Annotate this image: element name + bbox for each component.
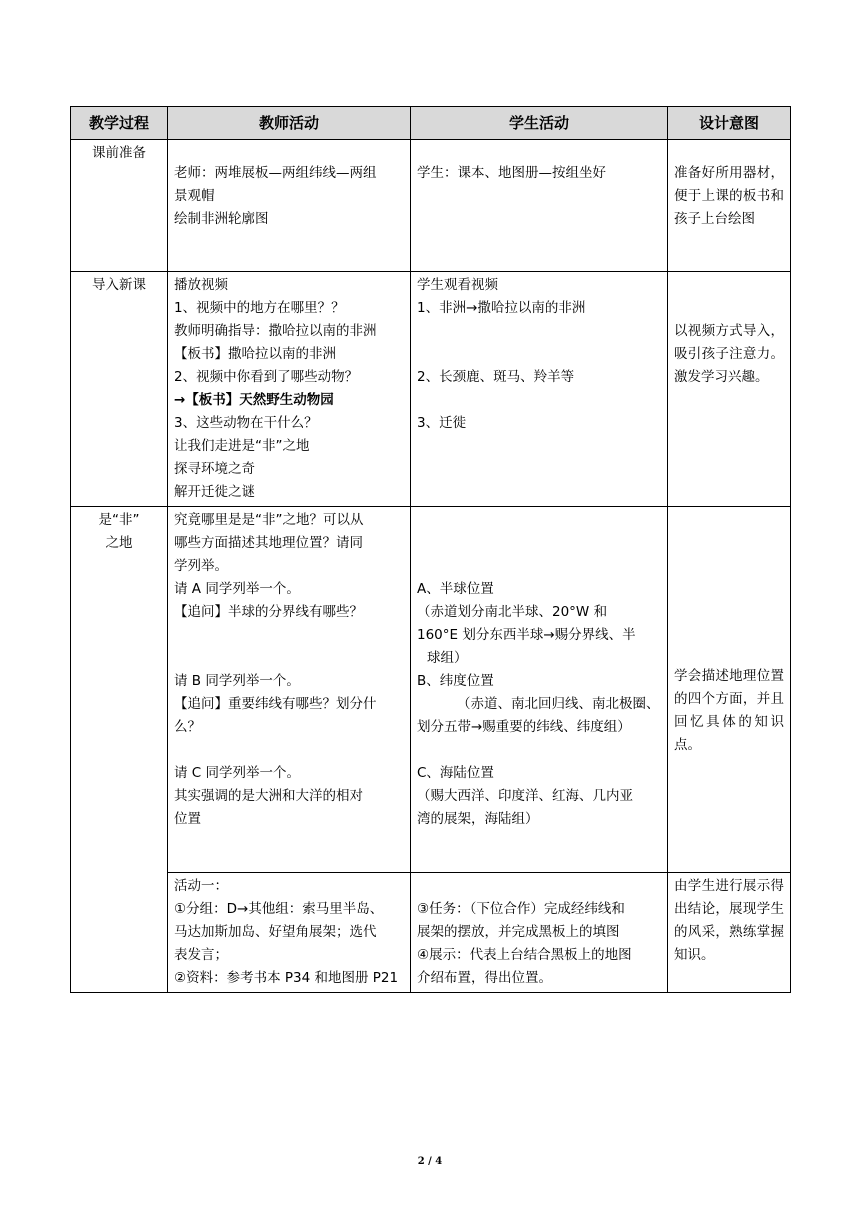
text-line: 老师：两堆展板—两组纬线—两组 [174,165,377,181]
intent-text: 准备好所用器材，便于上课的板书和孩子上台绘图 [674,165,784,227]
text-line: 学列举。 [174,558,228,574]
text-line: ①分组：D→其他组：索马里半岛、 [174,901,384,917]
text-line: 【板书】撒哈拉以南的非洲 [174,346,336,362]
student-activity-cell [411,507,668,873]
text-line: →【板书】天然野生动物园 [174,392,334,408]
spacer [174,647,404,670]
lesson-plan-table [70,106,791,993]
text-line: 让我们走进是“非”之地 [174,438,310,454]
text-line: 绘制非洲轮廓图 [174,211,269,227]
student-activity-cell [411,272,668,507]
header-teaching-process: 教学过程 [71,107,168,140]
spacer [417,875,661,898]
text-line: 位置 [174,811,201,827]
text-line: 球组） [427,650,468,666]
text-line: C、海陆位置 [417,765,494,781]
spacer [174,739,404,762]
spacer [417,389,661,412]
text-line: 请 C 同学列举一个。 [174,765,301,781]
text-line: A、半球位置 [417,581,494,597]
header-row [71,107,791,140]
text-line: （赤道、南北回归线、南北极圈、 [457,696,660,712]
table-row [71,140,791,272]
design-intent-cell [668,873,791,993]
teacher-activity-cell [168,272,411,507]
text-line: B、纬度位置 [417,673,494,689]
spacer [417,555,661,578]
design-intent-cell [668,140,791,272]
text-line: 探寻环境之奇 [174,461,255,477]
stage-label: 是“非” [98,512,140,528]
text-line: 1、非洲→撒哈拉以南的非洲 [417,300,586,316]
stage-label: 课前准备 [92,145,146,161]
text-line: 介绍布置，得出位置。 [417,970,552,986]
text-line: ②资料：参考书本 P34 和地图册 P21 [174,970,399,986]
text-line: 学生：课本、地图册—按组坐好 [417,165,606,181]
text-line: （赤道划分南北半球、20°W 和 [417,604,608,620]
text-line: 景观帽 [174,188,215,204]
text-line: 160°E 划分东西半球→赐分界线、半 [417,627,636,643]
table-row [71,873,791,993]
spacer [417,320,661,343]
text-line: 么？ [174,719,201,735]
text-line: 哪些方面描述其地理位置？请同 [174,535,363,551]
text-line: 湾的展架，海陆组） [417,811,539,827]
teacher-activity-cell [168,140,411,272]
table-row [71,507,791,873]
stage-label: 导入新课 [92,277,146,293]
intent-text: 由学生进行展示得出结论，展现学生的风采，熟练掌握知识。 [674,878,784,963]
text-line: 划分五带→赐重要的纬线、纬度组） [417,719,631,735]
text-line: 表发言； [174,947,228,963]
text-line: 学生观看视频 [417,277,498,293]
spacer [417,739,661,762]
teacher-activity-cell [168,507,411,873]
stage-label: 之地 [105,535,133,551]
text-line: 3、迁徙 [417,415,467,431]
teacher-activity-cell [168,873,411,993]
header-student-activity: 学生活动 [411,107,668,140]
spacer [174,624,404,647]
text-line: 2、长颈鹿、斑马、羚羊等 [417,369,575,385]
stage-cell [71,507,168,993]
text-line: 展架的摆放，并完成黑板上的填图 [417,924,620,940]
text-line: 请 A 同学列举一个。 [174,581,300,597]
spacer [417,532,661,555]
student-activity-cell [411,140,668,272]
text-line: 教师明确指导：撒哈拉以南的非洲 [174,323,377,339]
table-row [71,272,791,507]
spacer [417,343,661,366]
text-line: 【追问】半球的分界线有哪些？ [174,604,363,620]
text-line: 请 B 同学列举一个。 [174,673,300,689]
text-line: 活动一： [174,878,228,894]
student-activity-cell [411,873,668,993]
text-line: 播放视频 [174,277,228,293]
spacer [417,509,661,532]
header-design-intent: 设计意图 [668,107,791,140]
stage-cell [71,272,168,507]
text-line: 2、视频中你看到了哪些动物？ [174,369,359,385]
text-line: 3、这些动物在干什么？ [174,415,318,431]
design-intent-cell [668,507,791,873]
text-line: 马达加斯加岛、好望角展架；选代 [174,924,377,940]
stage-cell [71,140,168,272]
header-teacher-activity: 教师活动 [168,107,411,140]
intent-text: 以视频方式导入，吸引孩子注意力。激发学习兴趣。 [674,323,784,385]
design-intent-cell [668,272,791,507]
text-line: ④展示：代表上台结合黑板上的地图 [417,947,632,963]
text-line: 【追问】重要纬线有哪些？划分什 [174,696,377,712]
text-line: 究竟哪里是是“非”之地？可以从 [174,512,364,528]
text-line: 解开迁徙之谜 [174,484,255,500]
intent-text: 学会描述地理位置的四个方面，并且回忆具体的知识点。 [674,668,784,753]
page-number: 2 / 4 [417,1156,443,1167]
text-line: 其实强调的是大洲和大洋的相对 [174,788,363,804]
text-line: ③任务：（下位合作）完成经纬线和 [417,901,625,917]
text-line: 1、视频中的地方在哪里？？ [174,300,345,316]
text-line: （赐大西洋、印度洋、红海、几内亚 [417,788,633,804]
